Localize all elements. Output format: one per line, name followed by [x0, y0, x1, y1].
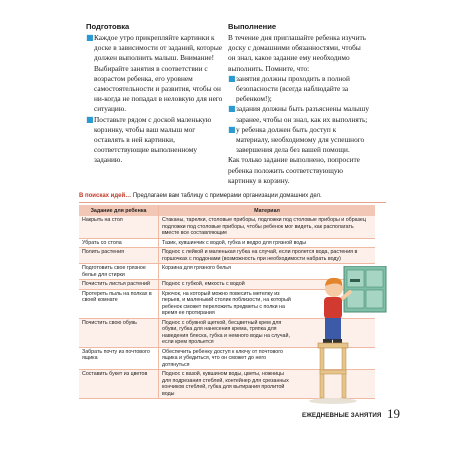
- section-divider: [79, 202, 386, 203]
- task-cell: Подготовить свое грязное белье для стирки: [79, 264, 159, 279]
- stool-top: [318, 343, 348, 348]
- child-shoe: [333, 339, 342, 343]
- material-cell: Тазик, кувшинчик с водой, губка и ведро для грязной воды: [162, 239, 307, 246]
- preparation-heading: Подготовка: [86, 22, 130, 31]
- task-cell: Почистить листья растений: [79, 280, 159, 289]
- execution-outro: Как только задание выполнено, попросите ребенка положить соответствующую картинку в корзину.: [228, 155, 360, 185]
- bullet-icon: ■: [228, 73, 236, 83]
- mailbox-door: [366, 270, 383, 287]
- table-row: [79, 248, 375, 264]
- bullet-icon: ■: [86, 33, 94, 42]
- child-shirt: [324, 297, 342, 319]
- mailbox-door: [347, 270, 364, 287]
- execution-column: [228, 22, 370, 186]
- ideas-label: В поисках идей…: [79, 193, 132, 199]
- table-row: [79, 239, 375, 249]
- stool-rung: [320, 370, 346, 374]
- child-pants: [325, 318, 341, 340]
- task-cell: Полить растения: [79, 248, 159, 263]
- column-header-task: Задание для ребенка: [79, 205, 159, 216]
- task-cell: Накрыть на стол: [79, 216, 159, 238]
- preparation-bullet: [86, 33, 224, 115]
- mailbox-slot: [350, 279, 360, 282]
- bullet-icon: ■: [86, 114, 94, 124]
- execution-intro: В течение дня приглашайте ребенка изучить доску с домашними обязанностями, чтобы он знал, какое задание ему необходимо выполнить. Помните, что:: [228, 33, 367, 73]
- bullet-icon: ■: [228, 124, 236, 134]
- material-cell: Обеспечить ребенку доступ к ключу от почтового ящика и убедиться, что он сможет до него дотянуться: [162, 348, 283, 368]
- child-shoe: [323, 339, 332, 343]
- execution-bullet: [228, 104, 370, 124]
- execution-bullet-text: у ребенка должен быть доступ к материалу, необходимому для успешного завершения дела без вашей помощи.: [236, 124, 365, 155]
- ideas-text: Предлагаем вам таблицу с примерами организации домашних дел.: [131, 193, 322, 199]
- floor-shadow: [309, 398, 357, 404]
- material-cell: Крючок, на который можно повесить метелку из перьев, и маленький столик поблизости, на который ребенок сможет переложить предметы с полки на время ее протирания: [162, 290, 291, 316]
- table-header: [79, 205, 375, 216]
- column-header-material: Материал: [254, 208, 280, 214]
- bullet-icon: ■: [228, 104, 236, 114]
- task-cell: Убрать со стола: [79, 239, 159, 248]
- material-cell: Поднос с вазой, кувшином воды, цветы, ножницы для подрезания стеблей, контейнер для срезанных кончиков стеблей, губка для вытирания пролитой воды: [162, 371, 289, 397]
- page-number: 19: [387, 406, 400, 421]
- preparation-bullet-text: Поставьте рядом с доской маленькую корзинку, чтобы ваш малыш мог оставлять в ней картинки, соответствующие выполненному заданию.: [94, 114, 212, 165]
- material-cell: Поднос с обувной щеткой, бесцветный крем для обуви, губка для нанесения крема, тряпка для наведения блеска, губка и немного воды на случай, если крем прольется: [162, 319, 290, 345]
- mailbox-door: [366, 290, 383, 308]
- execution-bullet: [228, 125, 370, 156]
- running-footer: ЕЖЕДНЕВНЫЕ ЗАНЯТИЯ: [302, 412, 382, 419]
- execution-bullet-text: занятия должны проходить в полной безопасности (всегда наблюдайте за ребенком!);: [236, 73, 350, 104]
- table-row: [79, 216, 375, 239]
- task-cell: Почистить свою обувь: [79, 319, 159, 347]
- preparation-column: [86, 22, 224, 166]
- preparation-bullet: [86, 115, 224, 166]
- task-cell: Забрать почту из почтового ящика: [79, 348, 159, 370]
- execution-bullet-text: задания должны быть разъяснены малышу заранее, чтобы он знал, как их выполнять;: [236, 104, 370, 124]
- material-cell: Поднос с лейкой и маленькая губка на случай, если пролется вода, растения в горшочках с поддонами (возможность при необходимости набрать воду): [162, 249, 358, 262]
- ideas-section-title: [79, 191, 386, 202]
- preparation-bullet-text: Каждое утро прикрепляйте картинки к доске в зависимости от заданий, которые должен выполнить малыш. Внимание! Выбирайте занятия в соответствии с возрастом ребенка, его уровнем самостоятельности и развития, чтобы он ни-когда не попадал в неловкую для него ситуацию.: [94, 33, 223, 114]
- execution-bullet: [228, 74, 370, 105]
- material-cell: Поднос с губкой, емкость с водой: [162, 281, 245, 287]
- task-cell: Составить букет из цветов: [79, 370, 159, 398]
- material-cell: Стаканы, тарелки, столовые приборы, подложки под столовые приборы и образец подложки под столовые приборы, чтобы ребенок мог видеть, как располагать вместе все составляющие: [162, 217, 366, 236]
- child-mailbox-illustration: [302, 266, 390, 416]
- task-cell: Протереть пыль на полках в своей комнате: [79, 290, 159, 318]
- material-cell: Корзина для грязного белья: [162, 265, 231, 271]
- execution-heading: Выполнение: [228, 22, 277, 31]
